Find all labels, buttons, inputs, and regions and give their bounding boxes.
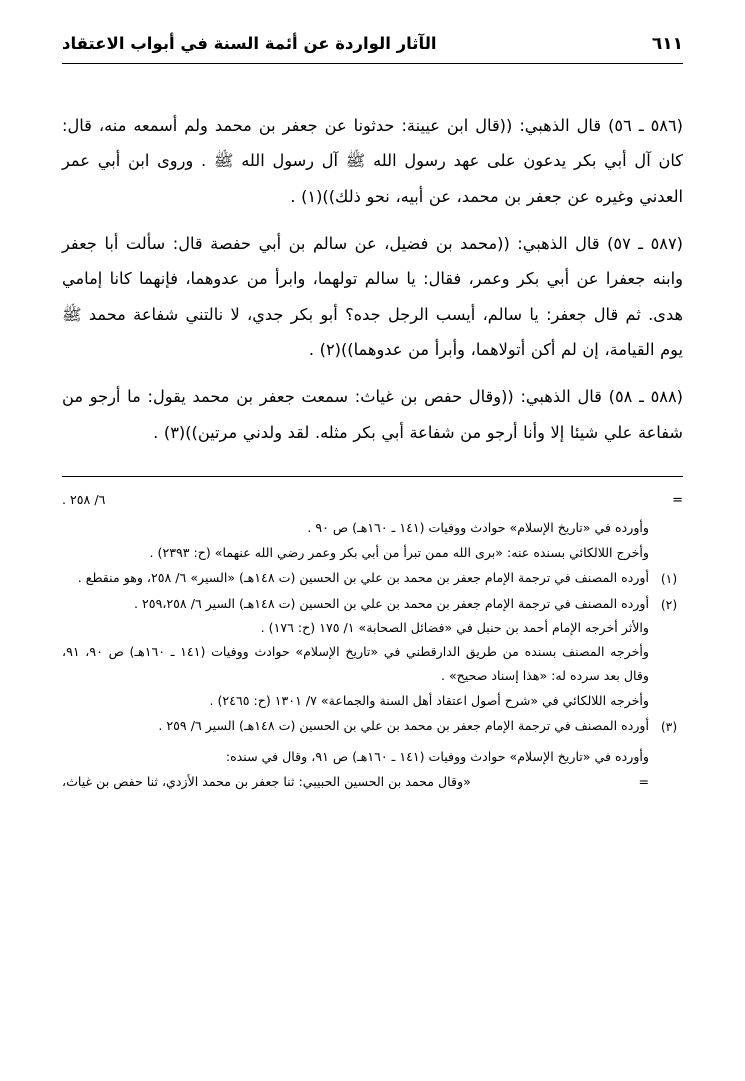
footnote-rule <box>62 476 683 477</box>
paragraph-586: (٥٨٦ ـ ٥٦) قال الذهبي: ((قال ابن عيينة: حدثونا عن جعفر بن محمد ولم أسمعه منه، قال: كان آل أبي بكر يدعون على عهد رسول الله ﷺ آل رسول الله ﷺ . وروى ابن أبي عمر العدني وغيره عن جعفر بن محمد، عن أبيه، نحو ذلك))(١) . <box>62 116 683 206</box>
footnote-continuation-line-2: وأخرج اللالكائي بسنده عنه: «برى الله ممن تبرأ من أبي بكر وعمر رضي الله عنهما» (ح: ٢٣٩٣) . <box>149 544 649 560</box>
book-running-title: الآثار الواردة عن أئمة السنة في أبواب الاعتقاد <box>62 34 437 53</box>
footnote-continuation-top <box>62 488 683 514</box>
footnote-tail-last-line <box>62 770 649 794</box>
footnote-tail-text: «وقال محمد بن الحسين الحبيبي: ثنا جعفر بن محمد الأزدي، ثنا حفص بن غياث، <box>62 773 471 789</box>
footnote-body-2 <box>62 592 649 713</box>
page-number: ٦١١ <box>651 34 683 54</box>
footnote-line: أورده المصنف في ترجمة الإمام جعفر بن محمد بن علي بن الحسين (ت ١٤٨هـ) السير ٦/ ٢٥٩،٢٥٨ . <box>134 595 649 611</box>
footnote-body-3 <box>62 714 649 738</box>
footnote-line: وأخرجه المصنف بسنده من طريق الدارقطني في «تاريخ الإسلام» حوادث ووفيات (١٤١ ـ ١٦٠هـ) ص ٩٠، ٩١، وقال بعد سرده له: «هذا إسناد صحيح» . <box>62 644 649 684</box>
footnote-item-2 <box>62 592 683 713</box>
footnote-tail-line-1: وأورده في «تاريخ الإسلام» حوادث ووفيات (١٤١ ـ ١٦٠هـ) ص ٩١، وقال في سنده: <box>225 748 649 764</box>
footnote-item-3 <box>62 714 683 739</box>
footnote-item-1 <box>62 566 683 591</box>
footnote-body-1 <box>62 566 649 590</box>
footnote-marker-2: (٢) <box>660 596 678 612</box>
footnote-continuation-marker: = <box>672 492 683 508</box>
footnote-tail <box>62 745 683 794</box>
page-header <box>62 34 683 64</box>
paragraph-587: (٥٨٧ ـ ٥٧) قال الذهبي: ((محمد بن فضيل، عن سالم بن أبي حفصة قال: سألت أبا جعفر وابنه جعفرا عن أبي بكر وعمر، فقال: يا سالم تولهما، وابرأ من عدوهما، فإنهما كانا إمامي هدى. ثم قال جعفر: يا سالم، أيسب الرجل جده؟ أبو بكر جدي، لا نالتني شفاعة محمد ﷺ يوم القيامة، إن لم أكن أتولاهما، وأبرأ من عدوهما))(٢) . <box>62 233 683 359</box>
footnote-line: أورده المصنف في ترجمة الإمام جعفر بن محمد بن علي بن الحسين (ت ١٤٨هـ) «السير» ٦/ ٢٥٨، وهو منقطع . <box>77 570 649 586</box>
footnote-line: والأثر أخرجه الإمام أحمد بن حنبل في «فضائل الصحابة» ١/ ١٧٥ (ح: ١٧٦) . <box>260 620 649 636</box>
footnote-line: وأخرجه اللالكائي في «شرح أصول اعتقاد أهل السنة والجماعة» ٧/ ١٣٠١ (ح: ٢٤٦٥) . <box>209 692 649 708</box>
footnote-continuation-text: ٦/ ٢٥٨ . <box>62 491 106 507</box>
footnote-marker-3: (٣) <box>660 718 678 734</box>
footnote-continuation-line-1: وأورده في «تاريخ الإسلام» حوادث ووفيات (١٤١ ـ ١٦٠هـ) ص ٩٠ . <box>307 519 649 535</box>
footnotes-section <box>62 488 683 794</box>
footnote-line: أورده المصنف في ترجمة الإمام جعفر بن محمد بن علي بن الحسين (ت ١٤٨هـ) السير ٦/ ٢٥٩ . <box>158 717 649 733</box>
footnote-tail-marker: = <box>638 773 649 789</box>
paragraph-588: (٥٨٨ ـ ٥٨) قال الذهبي: ((وقال حفص بن غياث: سمعت جعفر بن محمد يقول: ما أرجو من شفاعة علي شيئا إلا وأنا أرجو من شفاعة أبي بكر مثله. لقد ولدني مرتين))(٣) . <box>62 387 683 442</box>
footnote-marker-1: (١) <box>660 571 678 587</box>
main-text <box>62 108 683 450</box>
